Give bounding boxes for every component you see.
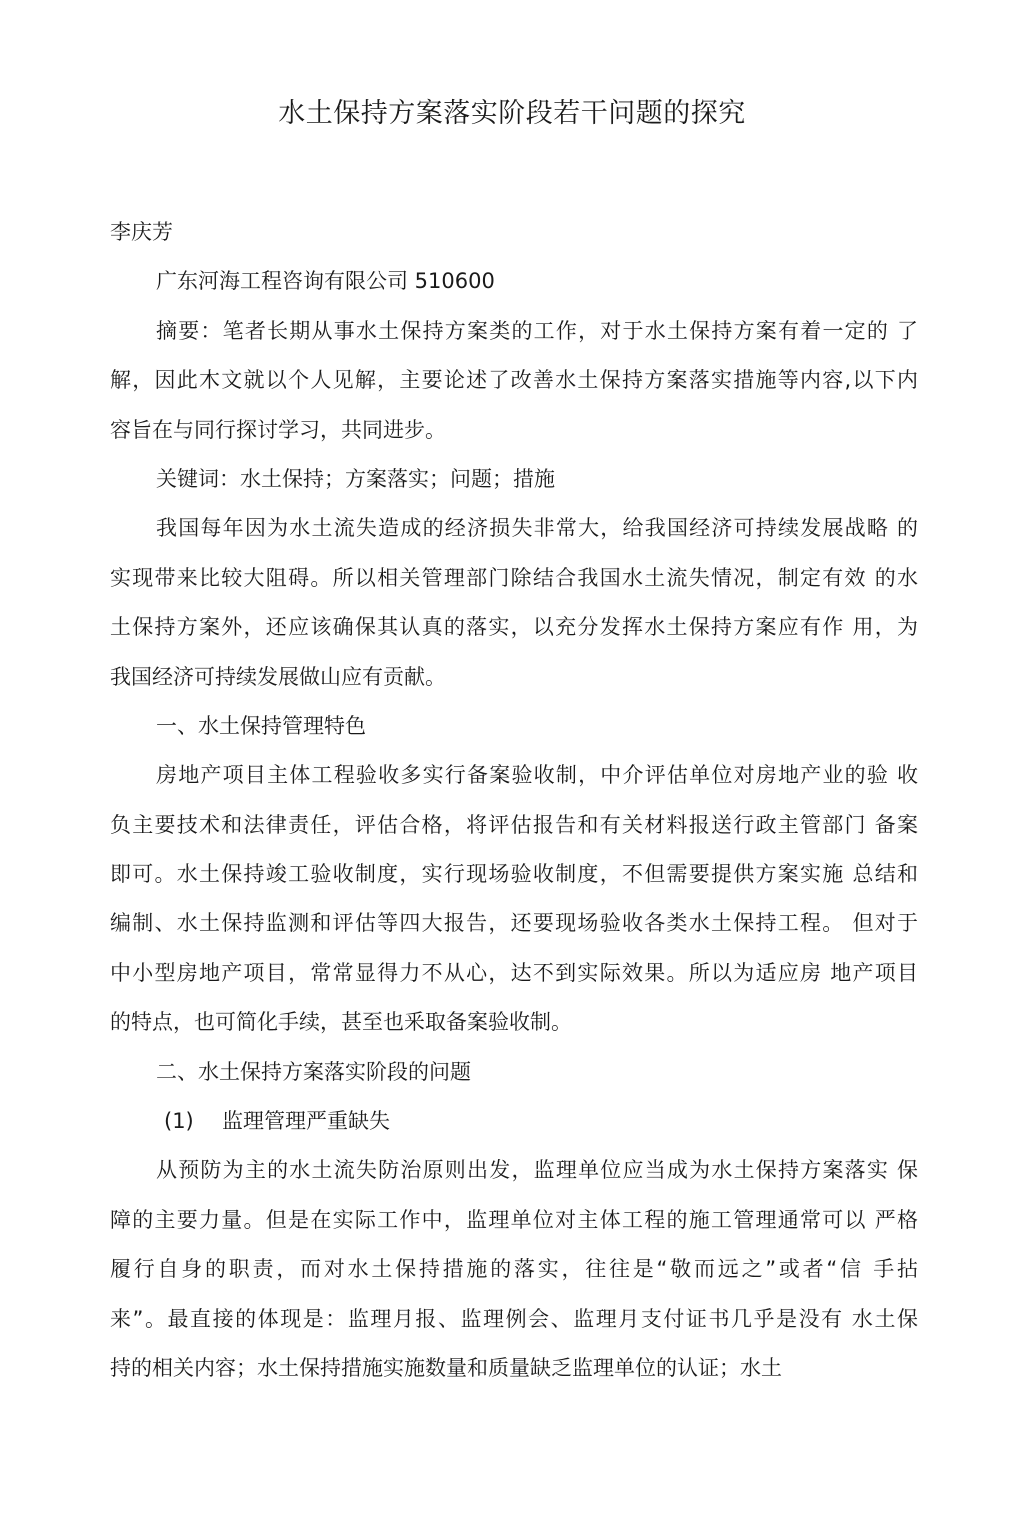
section-heading: 二、水土保持方案落实阶段的问题 bbox=[156, 1059, 471, 1084]
paragraph-line: 我国每年因为水土流失造成的经济损失非常大，给我国经济可持续发展战略 的 bbox=[156, 516, 918, 541]
paragraph-line: 障的主要力量。但是在实际工作中，监理单位对主体工程的施工管理通常可以 严格 bbox=[110, 1207, 918, 1232]
paragraph-line: 来”。最直接的体现是：监理月报、监理例会、监理月支付证书几乎是没有 水土保 bbox=[110, 1306, 918, 1331]
paragraph-line: 我国经济可持续发展做山应有贡献。 bbox=[110, 664, 446, 689]
subsection-title: 监理管理严重缺失 bbox=[222, 1109, 390, 1134]
paragraph-line: 负主要技术和法律责任，评估合格，将评估报告和有关材料报送行政主管部门 备案 bbox=[110, 812, 918, 837]
paragraph-line: 持的相关内容；水土保持措施实施数量和质量缺乏监理单位的认证；水土 bbox=[110, 1355, 782, 1380]
author-name: 李庆芳 bbox=[110, 220, 173, 244]
abstract-line: 容旨在与同行探讨学习，共同进步。 bbox=[110, 417, 446, 442]
abstract-line: 摘要：笔者长期从事水土保持方案类的工作，对于水土保持方案有着一定的 了 bbox=[156, 318, 918, 343]
paragraph-line: 从预防为主的水土流失防治原则出发，监理单位应当成为水土保持方案落实 保 bbox=[156, 1158, 918, 1183]
paragraph-line: 中小型房地产项目，常常显得力不从心，达不到实际效果。所以为适应房 地产项目 bbox=[110, 960, 918, 985]
paragraph-line: 履行自身的职责，而对水土保持措施的落实，往往是“敬而远之”或者“信 手拈 bbox=[110, 1257, 918, 1282]
keywords: 关键词：水土保持；方案落实；问题；措施 bbox=[156, 466, 555, 491]
subsection-heading bbox=[110, 1097, 918, 1146]
paragraph-line: 即可。水土保持竣工验收制度，实行现场验收制度，不但需要提供方案实施 总结和 bbox=[110, 862, 918, 887]
section-heading: 一、水土保持管理特色 bbox=[156, 713, 366, 738]
paragraph-line: 编制、水土保持监测和评估等四大报告，还要现场验收各类水土保持工程。 但对于 bbox=[110, 911, 918, 936]
document-title: 水土保持方案落实阶段若干问题的探究 bbox=[278, 98, 746, 129]
item-number: (1) bbox=[164, 1109, 194, 1134]
affiliation: 广东河海工程咨询有限公司 510600 bbox=[156, 269, 495, 294]
paragraph-line: 房地产项目主体工程验收多实行备案验收制，中介评估单位对房地产业的验 收 bbox=[156, 763, 918, 788]
paragraph-line: 土保持方案外，还应该确保其认真的落实，以充分发挥水土保持方案应有作 用，为 bbox=[110, 615, 918, 640]
paragraph-line: 的特点，也可简化手续，甚至也釆取备案验收制。 bbox=[110, 1010, 572, 1035]
document-body bbox=[110, 208, 918, 1393]
abstract-line: 解，因此木文就以个人见解，主要论述了改善水土保持方案落实措施等内容,以下内 bbox=[110, 368, 918, 393]
paragraph-line: 实现带来比较大阻碍。所以相关管理部门除结合我国水土流失情况，制定有效 的水 bbox=[110, 565, 918, 590]
